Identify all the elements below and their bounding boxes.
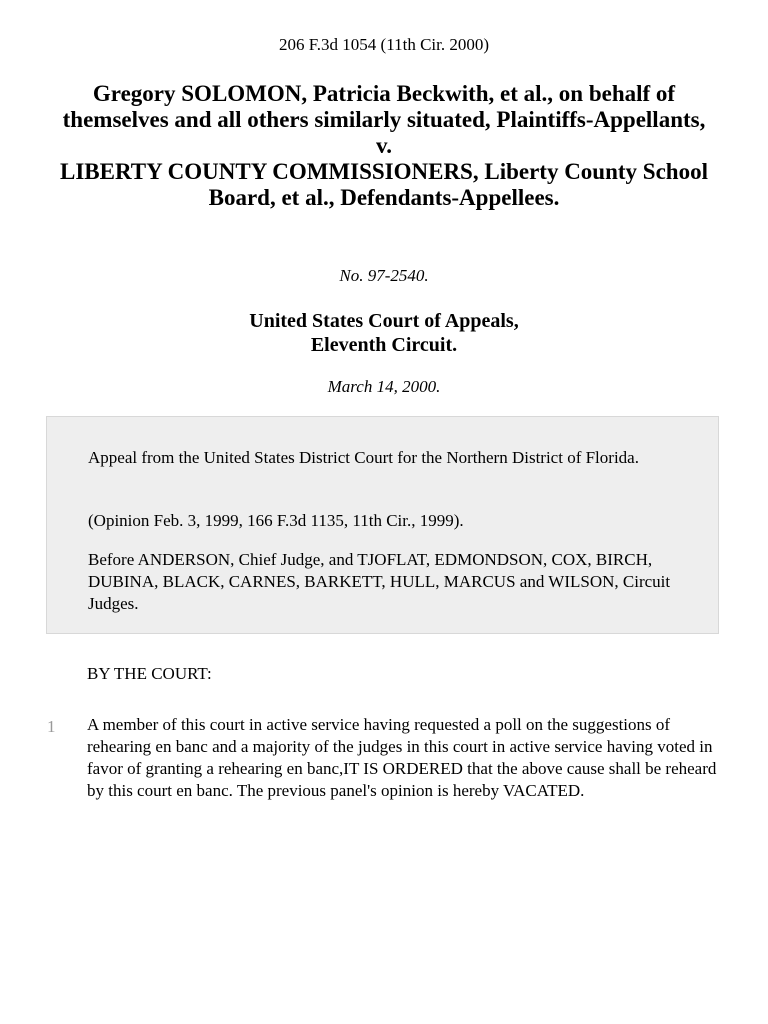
opinion-heading: BY THE COURT:	[87, 664, 212, 683]
caption-versus: v.	[376, 133, 392, 158]
docket-number: No. 97-2540.	[339, 266, 429, 285]
caption-defendants: LIBERTY COUNTY COMMISSIONERS, Liberty County School Board, et al., Defendants-Appellees.	[60, 159, 708, 210]
court-name-line2: Eleventh Circuit.	[310, 334, 458, 356]
panel-judges: Before ANDERSON, Chief Judge, and TJOFLAT, EDMONDSON, COX, BIRCH, DUBINA, BLACK, CARNES, BARKETT, HULL, MARCUS and WILSON, Circuit Judges.	[88, 550, 671, 613]
preliminary-info-box	[46, 416, 719, 634]
paragraph-number: 1	[47, 717, 56, 736]
opinion-reference: (Opinion Feb. 3, 1999, 166 F.3d 1135, 11th Cir., 1999).	[88, 511, 464, 530]
court-name	[0, 309, 768, 357]
decision-date: March 14, 2000.	[327, 377, 441, 396]
court-name-line1: United States Court of Appeals,	[249, 310, 519, 332]
opinion-paragraph: A member of this court in active service having requested a poll on the suggestions of rehearing en banc and a majority of the judges in this court in active service having voted in favor of granting a rehearing en banc,IT IS ORDERED that the above cause shall be reheard by this court en banc. The previous panel's opinion is hereby VACATED.	[87, 715, 717, 800]
case-caption	[40, 81, 728, 211]
appeal-from-text: Appeal from the United States District Court for the Northern District of Florida.	[88, 448, 639, 467]
case-citation: 206 F.3d 1054 (11th Cir. 2000)	[278, 35, 490, 54]
caption-plaintiffs: Gregory SOLOMON, Patricia Beckwith, et al., on behalf of themselves and all others similarly situated, Plaintiffs-Appellants,	[62, 81, 706, 132]
